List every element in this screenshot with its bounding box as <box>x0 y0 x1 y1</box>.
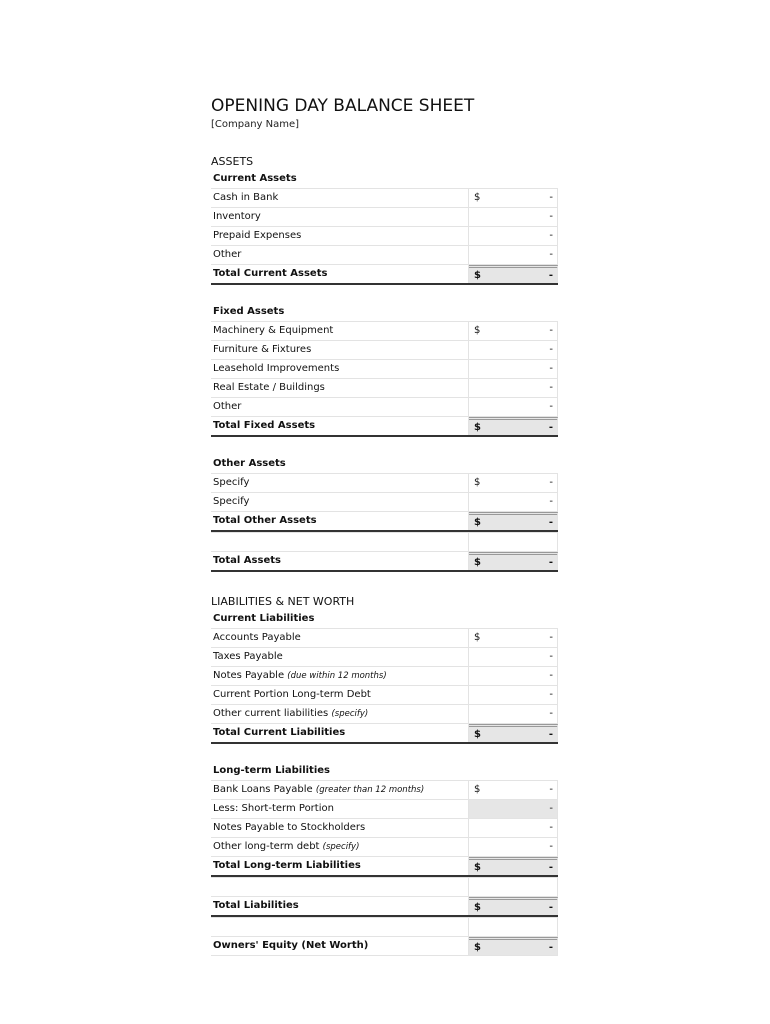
row-label: Leasehold Improvements <box>211 360 469 378</box>
value-cell[interactable]: - <box>469 686 558 704</box>
current-assets-heading: Current Assets <box>213 173 297 184</box>
total-liabilities-row <box>211 896 558 917</box>
total-row <box>211 723 558 744</box>
total-value: $ - <box>469 724 558 742</box>
table-row <box>211 837 558 856</box>
row-label: Inventory <box>211 208 469 226</box>
assets-heading: ASSETS <box>211 155 254 168</box>
total-value: $ - <box>469 265 558 283</box>
longterm-liabilities-heading: Long-term Liabilities <box>213 765 330 776</box>
total-assets-row <box>211 551 558 572</box>
total-label: Total Current Liabilities <box>211 724 469 742</box>
row-label: Current Portion Long-term Debt <box>211 686 469 704</box>
table-row <box>211 685 558 704</box>
value-cell[interactable]: - <box>469 379 558 397</box>
table-row <box>211 799 558 818</box>
row-label: Accounts Payable <box>211 629 469 647</box>
row-label: Other long-term debt (specify) <box>211 838 469 856</box>
value-cell[interactable]: - <box>469 227 558 245</box>
table-row <box>211 666 558 685</box>
value-cell[interactable]: - <box>469 493 558 511</box>
row-label: Prepaid Expenses <box>211 227 469 245</box>
value-cell[interactable]: - <box>469 800 558 818</box>
row-label: Other <box>211 398 469 416</box>
total-label: Total Other Assets <box>211 512 469 530</box>
total-value: $ - <box>469 897 558 915</box>
value-cell[interactable]: - <box>469 705 558 723</box>
value-cell[interactable]: - <box>469 208 558 226</box>
row-label: Machinery & Equipment <box>211 322 469 340</box>
table-row <box>211 704 558 723</box>
total-row <box>211 264 558 285</box>
value-cell[interactable]: $ - <box>469 189 558 207</box>
total-value: $ - <box>469 552 558 570</box>
page-title: OPENING DAY BALANCE SHEET <box>211 96 475 116</box>
owners-equity-row <box>211 936 558 956</box>
value-cell[interactable]: - <box>469 667 558 685</box>
row-label: Notes Payable (due within 12 months) <box>211 667 469 685</box>
company-name: [Company Name] <box>211 119 300 130</box>
value-cell[interactable]: $ - <box>469 781 558 799</box>
table-row <box>211 340 558 359</box>
table-row <box>211 245 558 264</box>
row-label: Furniture & Fixtures <box>211 341 469 359</box>
fixed-assets-heading: Fixed Assets <box>213 306 285 317</box>
total-label: Total Fixed Assets <box>211 417 469 435</box>
table-row <box>211 473 558 492</box>
value-cell[interactable]: - <box>469 819 558 837</box>
value-cell[interactable]: $ - <box>469 322 558 340</box>
table-row <box>211 188 558 207</box>
total-row <box>211 511 558 532</box>
row-label: Notes Payable to Stockholders <box>211 819 469 837</box>
total-label: Total Long-term Liabilities <box>211 857 469 875</box>
table-row <box>211 818 558 837</box>
blank-row <box>211 917 558 936</box>
row-label: Real Estate / Buildings <box>211 379 469 397</box>
value-cell[interactable]: - <box>469 398 558 416</box>
total-value: $ - <box>469 512 558 530</box>
row-label: Specify <box>211 474 469 492</box>
liabilities-heading: LIABILITIES & NET WORTH <box>211 595 355 608</box>
table-row <box>211 397 558 416</box>
total-label: Total Current Assets <box>211 265 469 283</box>
value-cell[interactable]: - <box>469 360 558 378</box>
value-cell[interactable]: - <box>469 246 558 264</box>
row-label: Less: Short-term Portion <box>211 800 469 818</box>
row-label: Bank Loans Payable (greater than 12 months) <box>211 781 469 799</box>
total-label: Total Liabilities <box>211 897 469 915</box>
table-row <box>211 647 558 666</box>
row-label: Other current liabilities (specify) <box>211 705 469 723</box>
current-liabilities-heading: Current Liabilities <box>213 613 315 624</box>
row-label: Cash in Bank <box>211 189 469 207</box>
balance-sheet <box>211 94 558 956</box>
total-value: $ - <box>469 937 558 955</box>
total-label: Owners' Equity (Net Worth) <box>211 937 469 955</box>
table-row <box>211 780 558 799</box>
blank-row <box>211 532 558 551</box>
value-cell[interactable]: - <box>469 341 558 359</box>
value-cell[interactable]: $ - <box>469 474 558 492</box>
value-cell[interactable]: $ - <box>469 629 558 647</box>
table-row <box>211 628 558 647</box>
total-label: Total Assets <box>211 552 469 570</box>
table-row <box>211 207 558 226</box>
table-row <box>211 378 558 397</box>
total-row <box>211 416 558 437</box>
value-cell[interactable]: - <box>469 648 558 666</box>
total-value: $ - <box>469 857 558 875</box>
row-label: Specify <box>211 493 469 511</box>
table-row <box>211 492 558 511</box>
table-row <box>211 226 558 245</box>
other-assets-heading: Other Assets <box>213 458 286 469</box>
row-label: Other <box>211 246 469 264</box>
table-row <box>211 321 558 340</box>
row-label: Taxes Payable <box>211 648 469 666</box>
blank-row <box>211 877 558 896</box>
table-row <box>211 359 558 378</box>
total-value: $ - <box>469 417 558 435</box>
value-cell[interactable]: - <box>469 838 558 856</box>
total-row <box>211 856 558 877</box>
